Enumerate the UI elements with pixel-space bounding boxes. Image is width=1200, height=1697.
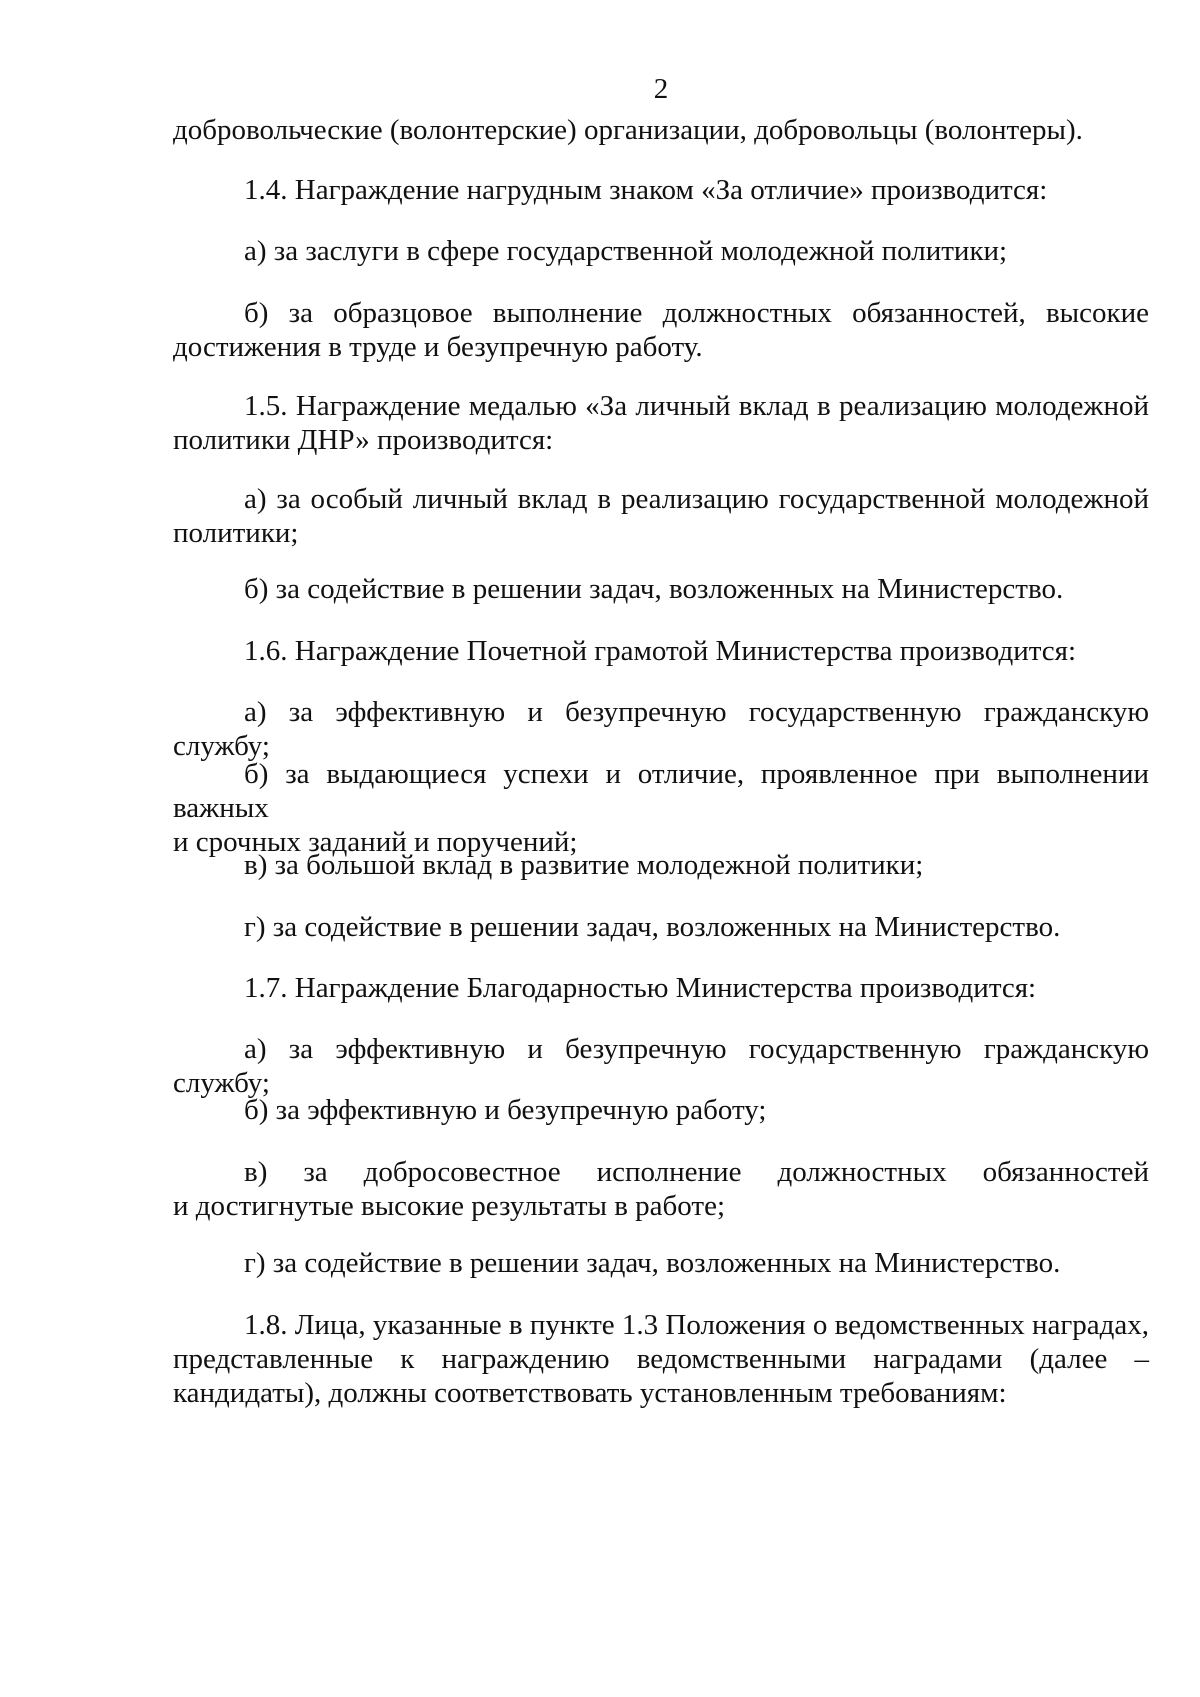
paragraph-line: представленные к награждению ведомственными наградами (далее – bbox=[173, 1343, 1149, 1375]
paragraph-continuation bbox=[173, 113, 1149, 147]
paragraph-1-5-a bbox=[173, 482, 1149, 550]
paragraph-1-6-v bbox=[173, 848, 1149, 882]
paragraph-1-7-b bbox=[173, 1093, 1149, 1127]
paragraph-1-6-b bbox=[173, 757, 1149, 859]
paragraph-1-7-g bbox=[173, 1246, 1149, 1280]
paragraph-1-7-v bbox=[173, 1155, 1149, 1223]
paragraph-line: б) за содействие в решении задач, возложенных на Министерство. bbox=[244, 573, 1064, 605]
paragraph-line: политики; bbox=[173, 517, 299, 549]
paragraph-line: б) за выдающиеся успехи и отличие, проявленное при выполнении важных bbox=[173, 758, 1149, 824]
page-number: 2 bbox=[653, 73, 669, 105]
paragraph-line: в) за большой вклад в развитие молодежной политики; bbox=[244, 849, 924, 881]
paragraph-line: 1.5. Награждение медалью «За личный вклад в реализацию молодежной bbox=[244, 390, 1149, 422]
paragraph-line: а) за эффективную и безупречную государственную гражданскую службу; bbox=[173, 1033, 1149, 1099]
paragraph-line: г) за содействие в решении задач, возложенных на Министерство. bbox=[244, 911, 1061, 943]
paragraph-line: а) за особый личный вклад в реализацию государственной молодежной bbox=[244, 483, 1149, 515]
paragraph-1-8 bbox=[173, 1308, 1149, 1410]
paragraph-line: б) за образцовое выполнение должностных обязанностей, высокие bbox=[244, 297, 1149, 329]
paragraph-line: достижения в труде и безупречную работу. bbox=[173, 331, 703, 363]
paragraph-1-7 bbox=[173, 971, 1149, 1005]
paragraph-line: а) за эффективную и безупречную государственную гражданскую службу; bbox=[173, 696, 1149, 762]
paragraph-line: 1.4. Награждение нагрудным знаком «За отличие» производится: bbox=[244, 174, 1048, 206]
paragraph-1-6-a bbox=[173, 695, 1149, 763]
paragraph-line: добровольческие (волонтерские) организации, добровольцы (волонтеры). bbox=[173, 114, 1083, 146]
paragraph-line: в) за добросовестное исполнение должностных обязанностей bbox=[244, 1156, 1149, 1188]
paragraph-1-7-a bbox=[173, 1032, 1149, 1100]
paragraph-line: и достигнутые высокие результаты в работе; bbox=[173, 1190, 726, 1222]
paragraph-1-5-b bbox=[173, 572, 1149, 606]
paragraph-line: 1.6. Награждение Почетной грамотой Министерства производится: bbox=[244, 635, 1077, 667]
paragraph-1-5 bbox=[173, 389, 1149, 457]
paragraph-1-4-b bbox=[173, 296, 1149, 364]
paragraph-line: политики ДНР» производится: bbox=[173, 424, 554, 456]
paragraph-line: 1.8. Лица, указанные в пункте 1.3 Положения о ведомственных наградах, bbox=[244, 1309, 1149, 1341]
paragraph-1-4-a bbox=[173, 234, 1149, 268]
paragraph-line: а) за заслуги в сфере государственной молодежной политики; bbox=[244, 235, 1008, 267]
paragraph-line: г) за содействие в решении задач, возложенных на Министерство. bbox=[244, 1247, 1061, 1279]
paragraph-line: 1.7. Награждение Благодарностью Министерства производится: bbox=[244, 972, 1037, 1004]
paragraph-1-6 bbox=[173, 634, 1149, 668]
paragraph-line: б) за эффективную и безупречную работу; bbox=[244, 1094, 767, 1126]
paragraph-1-6-g bbox=[173, 910, 1149, 944]
paragraph-line: и срочных заданий и поручений; bbox=[173, 826, 578, 858]
paragraph-line: кандидаты), должны соответствовать установленным требованиям: bbox=[173, 1377, 1007, 1409]
paragraph-1-4 bbox=[173, 173, 1149, 207]
